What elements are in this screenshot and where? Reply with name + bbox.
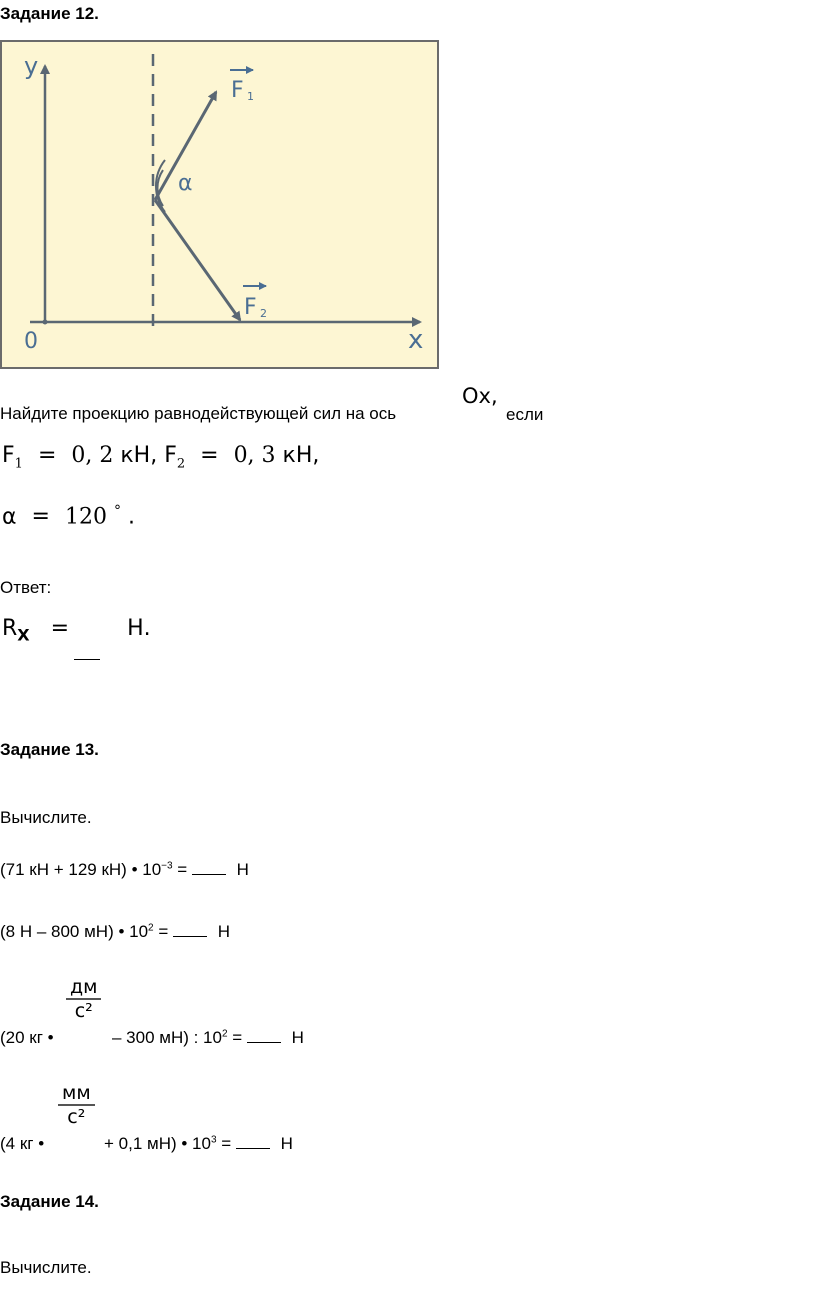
task12-heading: Задание 12. (0, 4, 99, 23)
task12-question-tail: если (506, 405, 544, 424)
f1-label: F (231, 78, 244, 103)
y-axis-label: y (24, 52, 39, 80)
task14-instruction: Вычислите. (0, 1258, 92, 1277)
line4-blank[interactable] (236, 1134, 270, 1149)
line2-blank[interactable] (173, 922, 207, 937)
origin-label: 0 (24, 329, 38, 354)
alpha-label: α (178, 171, 193, 196)
line3-unit-fraction: дм с² (66, 976, 101, 1022)
origin-point (43, 320, 48, 325)
force-diagram (0, 40, 440, 370)
x-axis-label: x (408, 325, 424, 355)
answer-blank[interactable] (74, 659, 100, 660)
task13-line3-end: – 300 мН) : $10^2 = Н$ (112, 1028, 304, 1047)
task14-heading: Задание 14. (0, 1192, 99, 1211)
axis-name: Ox, (462, 384, 498, 408)
task13-line3-start: (20 кг • (0, 1028, 54, 1047)
task13-heading: Задание 13. (0, 740, 99, 759)
task13-instruction: Вычислите. (0, 808, 92, 827)
f2-label: F (244, 295, 257, 320)
diagram-frame (1, 41, 438, 368)
task13-line4-end: + 0,1 мН) • $10^3 = Н$ (104, 1134, 293, 1153)
line4-unit-fraction: мм с² (58, 1082, 95, 1128)
given-forces: $F_1 = 0$, 2 кН, $F_2 = 0$, 3 кН, (2, 443, 320, 472)
task13-line4-start: (4 кг • (0, 1134, 45, 1153)
answer-label: Ответ: (0, 578, 52, 597)
task13-line2: (8 Н – 800 мН) • $10^2 = Н$ (0, 922, 230, 941)
line1-blank[interactable] (192, 860, 226, 875)
task12-question: Найдите проекцию равнодействующей сил на ось (0, 404, 397, 423)
line3-blank[interactable] (247, 1028, 281, 1043)
f2-label-sub: 2 (260, 307, 267, 320)
f1-label-sub: 1 (247, 90, 254, 103)
task13-line1: (71 кН + 129 кН) • $10^{-3} = Н$ (0, 860, 249, 879)
given-angle: α = 120 ° . (2, 503, 135, 530)
answer-formula: $R_X = Н$. (2, 616, 151, 645)
